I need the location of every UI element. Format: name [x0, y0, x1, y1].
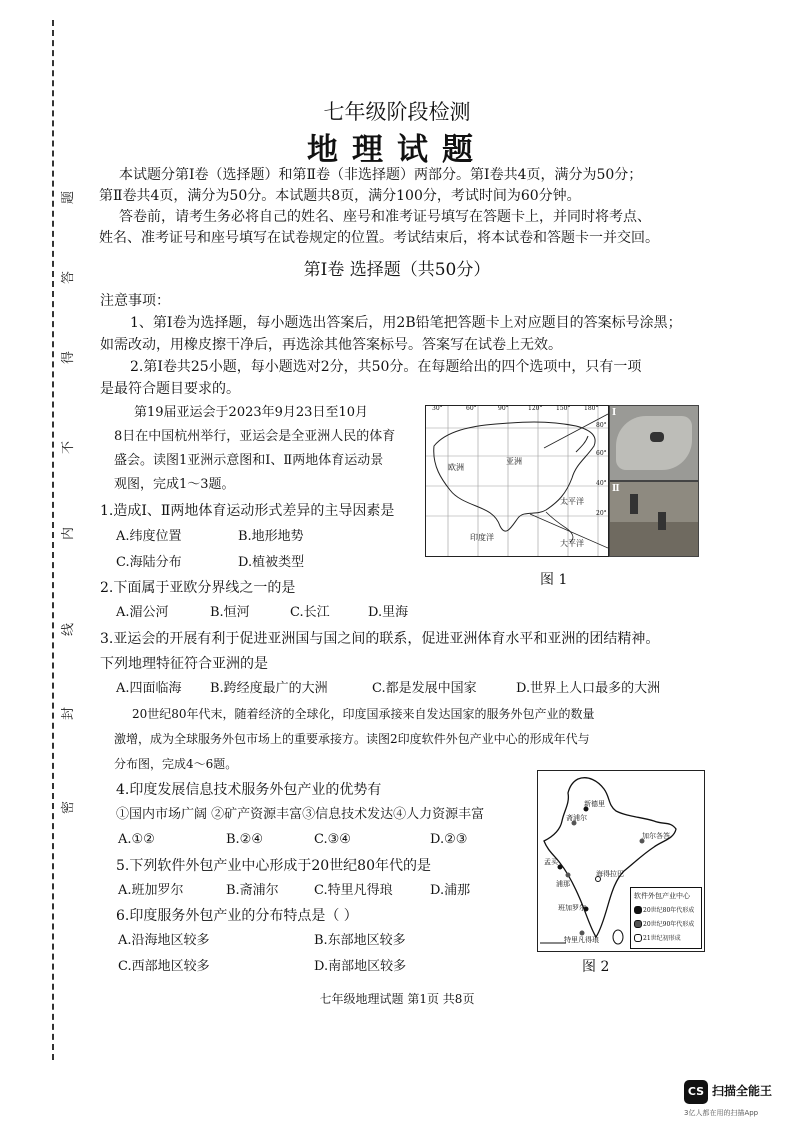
city-dot — [558, 865, 563, 870]
label-pacific: 太平洋 — [560, 497, 584, 506]
city-label: 浦那 — [556, 880, 570, 888]
q6-option-a: A.沿海地区较多 — [118, 933, 210, 948]
lat-tick: 40° — [596, 480, 607, 487]
lat-tick: 20° — [596, 510, 607, 517]
q6-option-c: C.西部地区较多 — [118, 959, 210, 974]
photo-ii — [609, 481, 699, 557]
q5-option-d: D.浦那 — [430, 883, 471, 898]
seal-char: 题 — [61, 190, 77, 205]
passage2-line: 分布图，完成4～6题。 — [114, 757, 238, 771]
legend-item: 20世纪90年代形成 — [643, 921, 695, 928]
seal-char: 线 — [61, 622, 77, 637]
q5-option-c: C.特里凡得琅 — [314, 883, 393, 898]
q4-option-a: A.①② — [118, 832, 155, 847]
notice-line: 是最符合题目要求的。 — [100, 381, 240, 397]
q4-option-b: B.②④ — [226, 832, 263, 847]
passage1-line: 观图，完成1～3题。 — [114, 477, 235, 492]
q3-stem: 下列地理特征符合亚洲的是 — [100, 656, 268, 672]
q3-option-d: D.世界上人口最多的大洲 — [516, 681, 661, 696]
q3-option-a: A.四面临海 — [116, 681, 182, 696]
label-pacific-2: 大平洋 — [560, 539, 584, 548]
notice-line: 1、第Ⅰ卷为选择题，每小题选出答案后，用2B铅笔把答题卡上对应题目的答案标号涂黑； — [130, 315, 682, 331]
q6-option-b: B.东部地区较多 — [314, 933, 406, 948]
watermark-name: 扫描全能王 — [712, 1084, 773, 1098]
q1-option-c: C.海陆分布 — [116, 555, 182, 570]
photo-i — [609, 405, 699, 481]
q5-option-b: B.斋浦尔 — [226, 883, 279, 898]
asia-map — [425, 405, 609, 557]
city-label: 加尔各答 — [642, 832, 670, 840]
lon-tick: 30° — [432, 405, 443, 412]
q1-option-a: A.纬度位置 — [116, 529, 182, 544]
exam-title: 地理试题 — [307, 132, 487, 168]
watermark-sub: 3亿人都在用的扫描App — [684, 1109, 759, 1117]
figure2-caption: 图 2 — [582, 959, 610, 975]
seal-char: 答 — [61, 270, 77, 285]
india-map — [537, 770, 705, 952]
lon-tick: 90° — [498, 405, 509, 412]
figure1-caption: 图 1 — [540, 572, 568, 588]
q3-option-c: C.都是发展中国家 — [372, 681, 477, 696]
q6-stem: 6.印度服务外包产业的分布特点是（ ） — [116, 908, 358, 924]
figure2-legend — [630, 887, 702, 949]
q4-items: ①国内市场广阔 ②矿产资源丰富③信息技术发达④人力资源丰富 — [116, 807, 485, 822]
intro-line: 姓名、准考证号和座号填写在试卷规定的位置。考试结束后，将本试卷和答题卡一并交回。 — [99, 230, 659, 246]
q2-option-d: D.里海 — [368, 605, 409, 620]
notice-heading: 注意事项： — [100, 293, 170, 309]
q1-stem: 1.造成Ⅰ、Ⅱ两地体育运动形式差异的主导因素是 — [100, 503, 395, 519]
q2-option-a: A.湄公河 — [116, 605, 169, 620]
seal-char: 得 — [61, 350, 77, 365]
photo-mark: Ⅰ — [612, 408, 617, 418]
city-label: 特里凡得琅 — [564, 936, 599, 944]
lat-tick: 80° — [596, 422, 607, 429]
q4-option-c: C.③④ — [314, 832, 351, 847]
lon-tick: 120° — [528, 405, 543, 412]
q3-stem: 3.亚运会的开展有利于促进亚洲国与国之间的联系，促进亚洲体育水平和亚洲的团结精神。 — [100, 631, 660, 647]
intro-line: 答卷前，请考生务必将自己的姓名、座号和准考证号填写在答题卡上，并同时将考点、 — [119, 209, 651, 225]
exam-subtitle: 七年级阶段检测 — [323, 100, 471, 124]
camscanner-logo-icon: CS — [684, 1080, 708, 1104]
seal-char: 内 — [61, 526, 77, 541]
q4-stem: 4.印度发展信息技术服务外包产业的优势有 — [116, 782, 382, 798]
seal-char: 封 — [61, 706, 77, 721]
notice-line: 如需改动，用橡皮擦干净后，再选涂其他答案标号。答案写在试卷上无效。 — [100, 337, 562, 353]
passage2-line: 20世纪80年代末，随着经济的全球化，印度国承接来自发达国家的服务外包产业的数量 — [132, 707, 595, 721]
q3-option-b: B.跨经度最广的大洲 — [210, 681, 328, 696]
passage2-line: 激增，成为全球服务外包市场上的重要承接方。读图2印度软件外包产业中心的形成年代与 — [114, 732, 590, 746]
city-label: 孟买 — [544, 858, 558, 866]
lon-tick: 150° — [556, 405, 571, 412]
q6-option-d: D.南部地区较多 — [314, 959, 407, 974]
city-label: 斋浦尔 — [566, 814, 587, 822]
lon-tick: 180° — [584, 405, 599, 412]
passage1-line: 第19届亚运会于2023年9月23日至10月 — [134, 405, 368, 420]
label-europe: 欧洲 — [448, 463, 464, 472]
seal-char: 密 — [61, 800, 77, 815]
lon-tick: 60° — [466, 405, 477, 412]
q1-option-d: D.植被类型 — [238, 555, 305, 570]
page-footer: 七年级地理试题 第1页 共8页 — [319, 992, 475, 1006]
lat-tick: 60° — [596, 450, 607, 457]
legend-title: 软件外包产业中心 — [634, 892, 690, 900]
intro-line: 本试题分第Ⅰ卷（选择题）和第Ⅱ卷（非选择题）两部分。第Ⅰ卷共4页，满分为50分； — [119, 167, 643, 183]
label-asia: 亚洲 — [506, 457, 522, 466]
q2-option-b: B.恒河 — [210, 605, 250, 620]
city-label: 海得拉巴 — [596, 870, 624, 878]
intro-line: 第Ⅱ卷共4页，满分为50分。本试题共8页，满分100分，考试时间为60分钟。 — [99, 188, 581, 204]
city-dot — [566, 873, 571, 878]
passage1-line: 8日在中国杭州举行，亚运会是全亚洲人民的体育 — [114, 429, 396, 444]
city-label: 班加罗尔 — [558, 904, 586, 912]
q4-option-d: D.②③ — [430, 832, 468, 847]
q5-option-a: A.班加罗尔 — [118, 883, 184, 898]
section-title: 第Ⅰ卷 选择题（共50分） — [303, 260, 491, 280]
seal-char: 不 — [61, 440, 77, 455]
city-label: 新德里 — [584, 800, 605, 808]
q2-stem: 2.下面属于亚欧分界线之一的是 — [100, 580, 296, 596]
notice-line: 2.第Ⅰ卷共25小题，每小题选对2分，共50分。在每题给出的四个选项中，只有一项 — [130, 359, 642, 375]
passage1-line: 盛会。读图1亚洲示意图和Ⅰ、Ⅱ两地体育运动景 — [114, 453, 384, 468]
legend-item: 21世纪初形成 — [643, 935, 681, 942]
label-indian-ocean: 印度洋 — [470, 533, 494, 542]
q1-option-b: B.地形地势 — [238, 529, 304, 544]
q5-stem: 5.下列软件外包产业中心形成于20世纪80年代的是 — [116, 858, 431, 874]
q2-option-c: C.长江 — [290, 605, 330, 620]
seal-line — [52, 20, 54, 1060]
photo-mark: Ⅱ — [612, 484, 620, 494]
legend-item: 20世纪80年代形成 — [643, 907, 695, 914]
